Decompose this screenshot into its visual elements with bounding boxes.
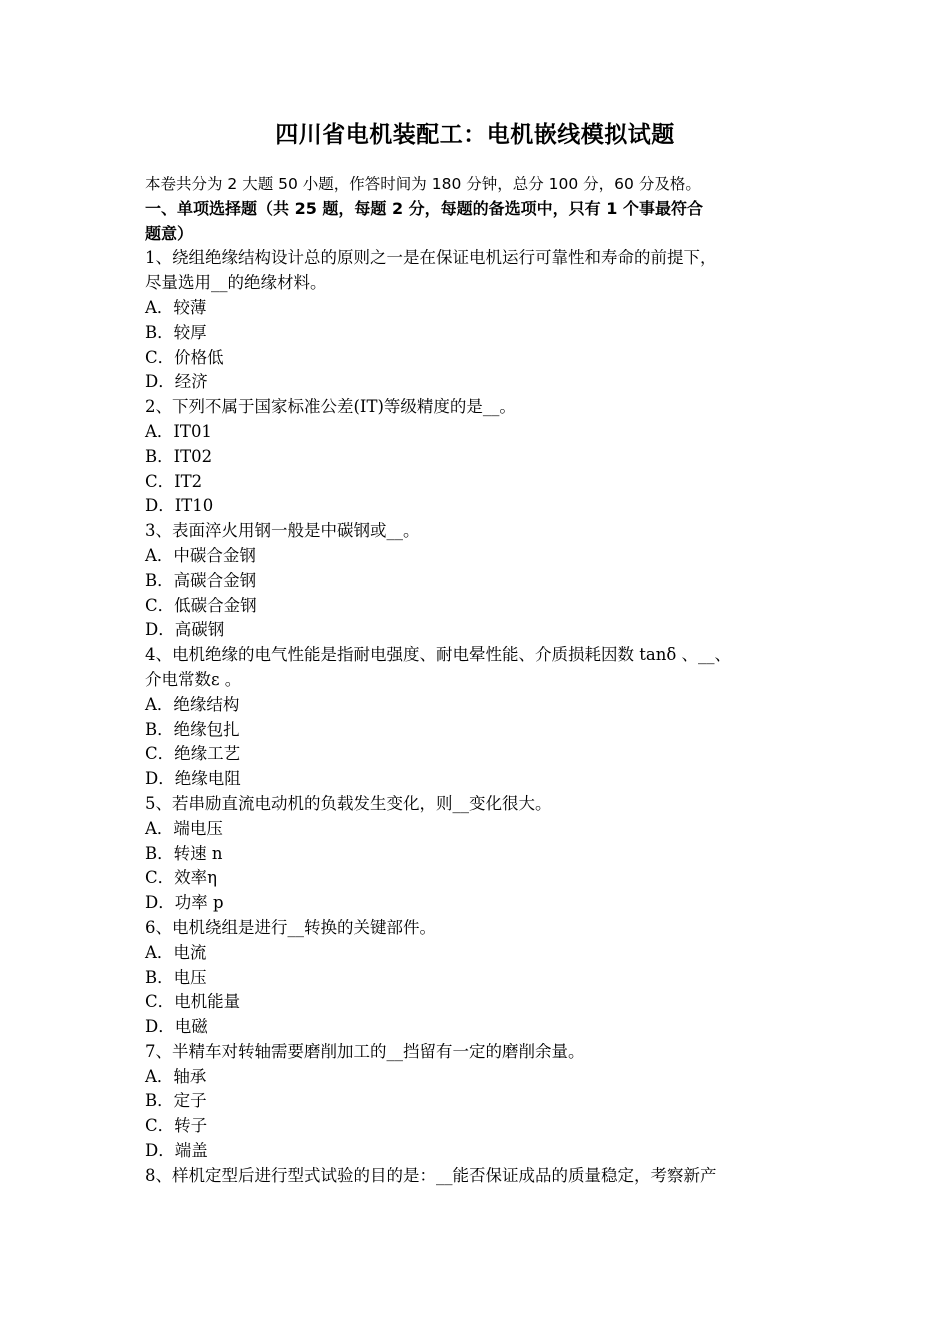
question-text: 5、若串励直流电动机的负载发生变化，则__变化很大。 xyxy=(145,793,552,813)
option-b: B．转速 n xyxy=(145,843,223,863)
option-c: C．绝缘工艺 xyxy=(145,744,241,764)
option-a: A．IT01 xyxy=(145,421,212,441)
section-heading-line-2: 题意） xyxy=(145,223,194,243)
option-a: A．绝缘结构 xyxy=(145,694,240,714)
question-text: 3、表面淬火用钢一般是中碳钢或__。 xyxy=(145,521,420,541)
page-title: 四川省电机装配工：电机嵌线模拟试题 xyxy=(275,122,675,148)
option-d: D．经济 xyxy=(145,372,208,392)
option-b: B．定子 xyxy=(145,1091,207,1111)
option-b: B．电压 xyxy=(145,967,207,987)
option-c: C．效率η xyxy=(145,868,218,888)
option-a: A．端电压 xyxy=(145,818,223,838)
option-b: B．较厚 xyxy=(145,322,207,342)
question-text: 8、样机定型后进行型式试验的目的是：__能否保证成品的质量稳定，考察新产 xyxy=(145,1165,717,1185)
question-3 xyxy=(145,519,810,643)
option-d: D．电磁 xyxy=(145,1017,208,1037)
question-text: 尽量选用__的绝缘材料。 xyxy=(145,273,327,293)
option-d: D．高碳钢 xyxy=(145,620,225,640)
question-5 xyxy=(145,792,810,916)
option-c: C．IT2 xyxy=(145,471,203,491)
option-b: B．绝缘包扎 xyxy=(145,719,240,739)
question-1 xyxy=(145,246,810,395)
document-body xyxy=(145,172,810,1189)
option-a: A．电流 xyxy=(145,942,207,962)
question-text: 4、电机绝缘的电气性能是指耐电强度、耐电晕性能、介质损耗因数 tanδ 、__、 xyxy=(145,645,732,665)
section-heading-line-1: 一、单项选择题（共 25 题，每题 2 分，每题的备选项中，只有 1 个事最符合 xyxy=(145,198,703,218)
option-c: C．转子 xyxy=(145,1116,208,1136)
option-c: C．价格低 xyxy=(145,347,224,367)
question-4 xyxy=(145,643,810,792)
question-text: 6、电机绕组是进行__转换的关键部件。 xyxy=(145,917,436,937)
question-7 xyxy=(145,1040,810,1164)
option-a: A．较薄 xyxy=(145,297,207,317)
question-text: 介电常数ε 。 xyxy=(145,669,242,689)
option-d: D．绝缘电阻 xyxy=(145,769,241,789)
option-b: B．IT02 xyxy=(145,446,213,466)
question-6 xyxy=(145,916,810,1040)
option-d: D．端盖 xyxy=(145,1141,208,1161)
question-8 xyxy=(145,1164,810,1189)
option-a: A．中碳合金钢 xyxy=(145,545,256,565)
option-d: D．IT10 xyxy=(145,496,214,516)
exam-intro: 本卷共分为 2 大题 50 小题，作答时间为 180 分钟，总分 100 分，60 分及格。 xyxy=(145,175,701,193)
option-c: C．电机能量 xyxy=(145,992,241,1012)
question-2 xyxy=(145,395,810,519)
question-text: 1、绕组绝缘结构设计总的原则之一是在保证电机运行可靠性和寿命的前提下， xyxy=(145,248,717,268)
option-c: C．低碳合金钢 xyxy=(145,595,257,615)
option-d: D．功率 p xyxy=(145,893,224,913)
question-text: 2、下列不属于国家标准公差(IT)等级精度的是__。 xyxy=(145,397,516,417)
option-b: B．高碳合金钢 xyxy=(145,570,257,590)
option-a: A．轴承 xyxy=(145,1066,207,1086)
question-text: 7、半精车对转轴需要磨削加工的__挡留有一定的磨削余量。 xyxy=(145,1041,585,1061)
